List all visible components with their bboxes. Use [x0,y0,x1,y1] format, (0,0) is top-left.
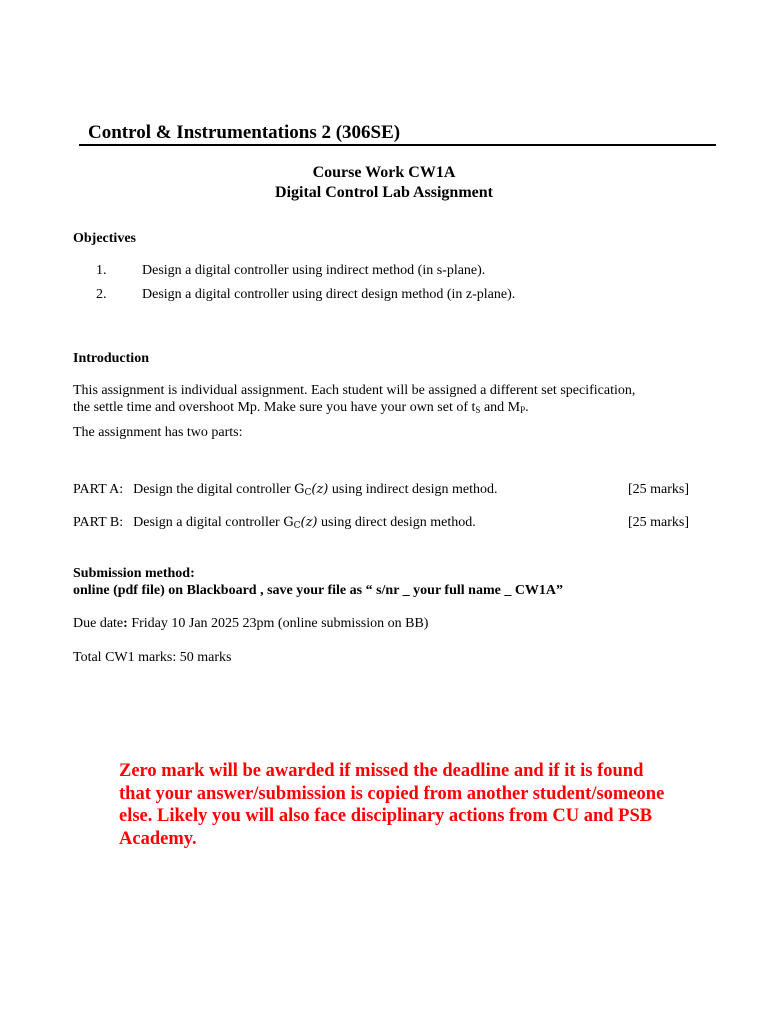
part-text: Design the digital controller [133,482,295,497]
objective-number: 2. [96,287,107,302]
plagiarism-warning: Zero mark will be awarded if missed the deadline and if it is found that your answer/submission is copied from another student/someone else. Likely you will also face disciplinary actions from CU and PSB Academy. [119,761,665,849]
part-marks: [25 marks] [628,515,690,530]
course-title: Control & Instrumentations 2 (306SE) [88,122,401,143]
objective-text: Design a digital controller using indirect method (in s-plane). [142,263,486,278]
mp-subscript: P [520,405,526,415]
part-text: Design a digital controller [133,515,284,530]
intro-text: the settle time and overshoot Mp. Make sure you have your own set of t [73,400,476,415]
due-value: Friday 10 Jan 2025 23pm (online submission on BB) [127,616,429,631]
submission-detail: online (pdf file) on Blackboard , save your file as “ s/nr _ your full name _ CW1A” [73,583,564,598]
objectives-heading: Objectives [73,231,136,246]
objective-number: 1. [96,263,107,278]
part-text: using indirect design method. [328,482,498,497]
ts-subscript: S [475,405,481,415]
due-colon: : [123,616,128,631]
total-marks: Total CW1 marks: 50 marks [73,650,232,665]
part-a-row [73,482,498,498]
intro-text: . [525,400,529,415]
assignment-title: Digital Control Lab Assignment [275,184,493,201]
coursework-title: Course Work CW1A [312,164,456,181]
gc-expression: $G_C(z)$ [283,515,318,531]
intro-text: and M [480,400,521,415]
part-text: using direct design method. [317,515,476,530]
part-marks: [25 marks] [628,482,690,497]
objective-text: Design a digital controller using direct design method (in z-plane). [142,287,516,302]
due-date [73,616,428,632]
due-label: Due date [73,616,124,631]
gc-expression: $G_C(z)$ [294,482,329,498]
two-parts-text: The assignment has two parts: [73,425,243,440]
intro-paragraph-line [73,400,529,416]
part-label: PART B: [73,515,124,530]
title-divider [79,144,716,146]
intro-paragraph-line: This assignment is individual assignment. Each student will be assigned a different set specification, [73,383,636,398]
part-b-row [73,515,476,531]
introduction-heading: Introduction [73,351,149,366]
submission-heading: Submission method: [73,566,195,581]
part-label: PART A: [73,482,124,497]
